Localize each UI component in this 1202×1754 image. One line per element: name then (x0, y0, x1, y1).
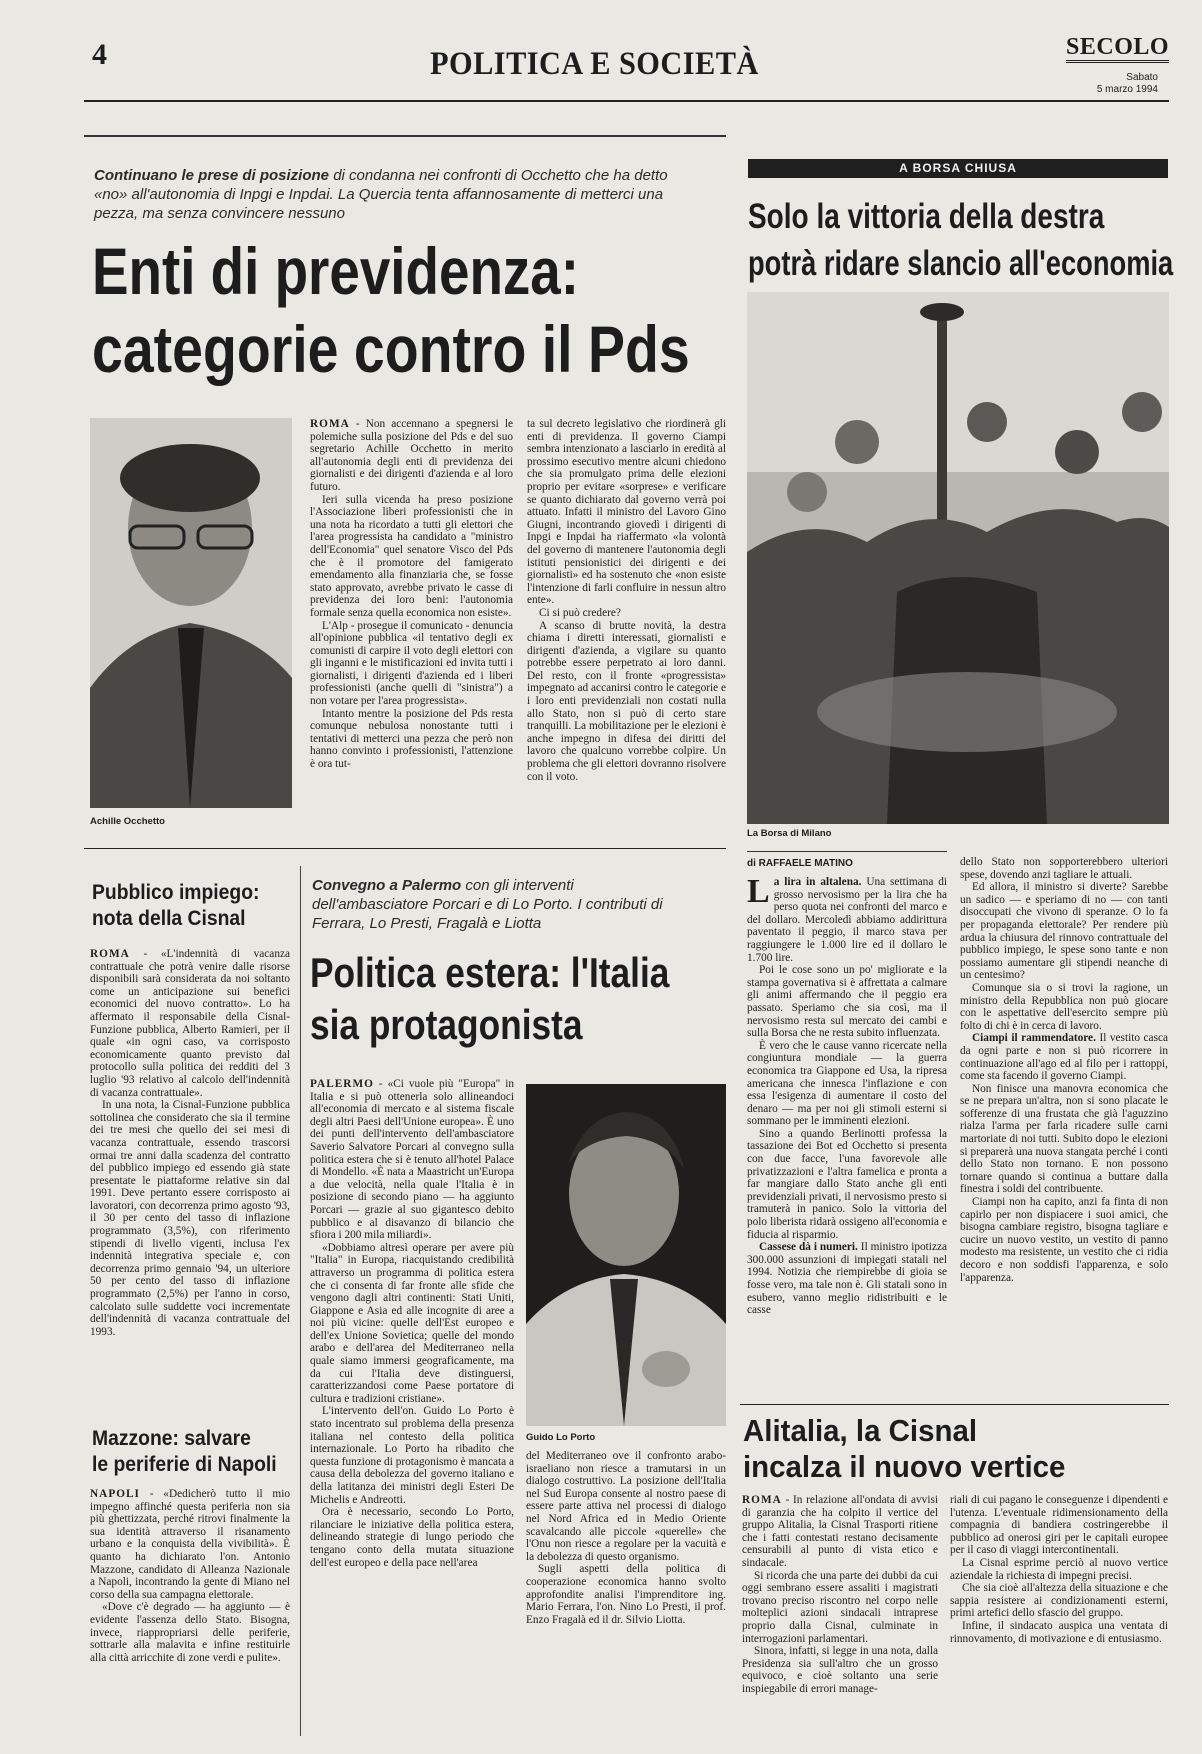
lead-kicker-bold: Continuano le prese di posizione (94, 167, 330, 184)
borsa-para: Ciampi il rammendatore. Il vestito casca da ogni parte e non si può ricorrere in continuazione all'ago ed al filo per i rattoppi, come sta facendo il governo Ciampi. (960, 1032, 1168, 1083)
masthead-rule (84, 100, 1169, 102)
lead-headline-1: Enti di previdenza: (92, 234, 580, 308)
loporto-caption: Guido Lo Porto (526, 1432, 596, 1443)
borsa-headline-2: potrà ridare slancio all'economia (748, 244, 1174, 283)
estera-kicker-text: con gli interventi dell'ambasciatore Porcari e di Lo Porto. I contributi di Ferrara, Lo Presti, Fragalà e Liotta (312, 877, 663, 932)
lead-para: ta sul decreto legislativo che riordinerà gli enti di previdenza. Il governo Ciampi sembra intenzionato a lasciarlo in eredità al prossimo esecutivo mentre alcuni chiedono che sia promulgato prima delle elezioni proprio per evitare «sorprese» e verificare se quanto dichiarato dal governo verrà poi attuato. Infatti il ministro del Lavoro Gino Giugni, incontrando giovedì i dirigenti di Inpgi e Inpdai ha riaffermato «la volontà del governo di mantenere l'autonomia degli istituti pensionistici dei dirigenti e dei giornalisti» ed ha sostenuto che «non esiste l'intenzione di farli confluire in nessun altro ente». (527, 418, 726, 607)
borsa-byline-rule (747, 851, 947, 852)
borsa-photo (747, 292, 1169, 824)
lead-para: L'Alp - prosegue il comunicato - denuncia all'opinione pubblica «il tentativo degli ex comunisti di carpire il voto degli elettori con gli inganni e le mistificazioni ed invita tutti i giornalisti, i dirigenti d'azienda ed i liberi professionisti (anche quelli di "sinistra") a non votare per l'area progressista». (310, 619, 513, 708)
estera-para: del Mediterraneo ove il confronto arabo-israeliano non riesce a tramutarsi in un dialogo costruttivo. La posizione dell'Italia nel Sud Europa consente al nostro paese di essere parte attiva nel processi di dialogo nel Nord Africa ed in Medio Oriente scavalcando alle piccole «querelle» che l'Onu non riesce a regolare per la vacuità e la debolezza di questo organismo. (526, 1450, 726, 1563)
trading-floor-illustration (747, 292, 1169, 824)
estera-kicker (312, 876, 692, 933)
loporto-photo (526, 1084, 726, 1426)
cisnal-para: In una nota, la Cisnal-Funzione pubblica sottolinea che considerato che sia il termine dei tre mesi che quello dei sei mesi di vacanza contrattuale, essendo trascorsi ormai tre anni dalla scadenza del contratto del pubblico impiego ed essendo già state presentate le piattaforme relative sin dal 1991. Deve pertanto essere corrisposto ai lavoratori, con decorrenza primo agosto '93, il 30 per cento del tasso di inflazione programmato (3,5%), con riferimento stipendi di livello vigenti, inclusa l'ex indennità integrativa speciale e, con decorrenza primo gennaio '94, un ulteriore 50 per cento del tasso di inflazione programmato (2,5%) per l'anno in corso, calcolato sulle suddette voci incrementate dell'indennità di vacanza contrattuale del 1993. (90, 1099, 290, 1338)
masthead-day: Sabato (1126, 72, 1158, 83)
section-title: POLITICA E SOCIETÀ (430, 46, 759, 82)
portrait-illustration (90, 418, 292, 808)
borsa-lead-bold: a lira in altalena. (773, 876, 862, 888)
alitalia-dateline: ROMA (742, 1494, 782, 1506)
portrait-illustration (526, 1084, 726, 1426)
alitalia-para: Che sia cioè all'altezza della situazione e che sappia resistere ai condizionamenti esterni, primi artefici dello sfascio del gruppo. (950, 1582, 1168, 1620)
estera-headline-1: Politica estera: l'Italia (310, 949, 670, 996)
borsa-drop-cap: L (747, 876, 770, 910)
masthead-date: 5 marzo 1994 (1096, 84, 1158, 95)
estera-kicker-bold: Convegno a Palermo (312, 877, 462, 894)
alitalia-para: Infine, il sindacato auspica una ventata di rinnovamento, di motivazione e di entusiasmo. (950, 1619, 1168, 1645)
lead-col-2 (527, 418, 726, 828)
borsa-subhead: Ciampi il rammendatore. (972, 1032, 1096, 1045)
alitalia-para: Si ricorda che una parte dei dubbi da cui oggi sembrano essere assaliti i magistrati trovano preciso riscontro nel corpo nelle molteplici azioni sindacali intraprese proprio dalla Cisnal, culminate in interrogazioni parlamentari. (742, 1569, 938, 1645)
napoli-para: «Dove c'è degrado — ha aggiunto — è evidente l'assenza dello Stato. Bisogna, invece, riappropriarsi delle periferie, sottrarle alla malavita e infine restituirle alla città arricchite di zone verdi e pulite». (90, 1601, 290, 1664)
napoli-headline-2: le periferie di Napoli (92, 1453, 277, 1476)
lead-kicker-text: di condanna nei confronti di Occhetto che ha detto «no» all'autonomia di Inpgi e Inpdai. La Quercia tenta affannosamente di metterci una pezza, ma senza convincere nessuno (94, 167, 668, 222)
alitalia-headline-1: Alitalia, la Cisnal (743, 1413, 978, 1448)
estera-para: L'intervento dell'on. Guido Lo Porto è stato incentrato sul problema della presenza italiana nel contesto della politica internazionale. Lo Porto ha ribadito che questa funzione di protagonismo è mancata a causa della debolezza del governo italiano e della latitanza dei ministri degli Esteri De Michelis e Andreotti. (310, 1405, 514, 1506)
borsa-bar (748, 159, 1168, 178)
napoli-body (90, 1488, 290, 1726)
left-column-rule (300, 866, 301, 1736)
borsa-caption: La Borsa di Milano (747, 828, 832, 839)
napoli-para: NAPOLI - «Dedicherò tutto il mio impegno affinché questa periferia non sia più ghettizzata, perché ritrovi finalmente la sua identità attraverso il risanamento urbano e la conquista della vivibilità». È quanto ha dichiarato l'on. Antonio Mazzone, candidato di Alleanza Nazionale a Napoli, incontrando la gente di Miano nel corso della sua campagna elettorale. (90, 1488, 290, 1601)
alitalia-col-2 (950, 1494, 1168, 1738)
borsa-headline-1: Solo la vittoria della destra (748, 197, 1105, 236)
occhetto-caption: Achille Occhetto (90, 816, 165, 827)
lead-bottom-rule (84, 848, 726, 849)
estera-para: «Dobbiamo altresì operare per avere più "Italia" in Europa, riacquistando credibilità attraverso un programma di politica estera che ci consenta di far fronte alle sfide che vengono dagli altri continenti: Stati Uniti, Giappone e Asia ed alle incognite di aree a noi più vicine: quelle dell'Est europeo e dell'ex Unione Sovietica; quelle del mondo arabo e dell'area del Mediterraneo nella quale siamo immersi geograficamente, ma da cui l'Italia deve distinguersi, caratterizzandosi come Paese portatore di cultura e tradizioni cristiane». (310, 1241, 514, 1405)
alitalia-para: riali di cui pagano le conseguenze i dipendenti e l'utenza. L'eventuale ridimensionamento della compagnia di bandiera costringerebbe il pubblico ad onerosi giri per le capitali europee per il caso di viaggi intercontinentali. (950, 1494, 1168, 1557)
borsa-para: Cassese dà i numeri. Il ministro ipotizza 300.000 assunzioni di impiegati statali nel 1994. Notizia che riempirebbe di gioia se fosse vero, ma tale non è. Gli statali sono in esubero, vanno meglio ridistribuiti e le casse (747, 1241, 947, 1317)
borsa-para: Comunque sia o si trovi la ragione, un ministro della Repubblica non può giocare con le aspettative dell'esercito sempre più folto di chi è in cerca di lavoro. (960, 981, 1168, 1032)
borsa-byline: di RAFFAELE MATINO (747, 858, 853, 869)
lead-headline-2: categorie contro il Pds (92, 312, 690, 386)
masthead-logo: SECOLO (1066, 34, 1169, 63)
napoli-dateline: NAPOLI (90, 1488, 140, 1500)
cisnal-body (90, 948, 290, 1403)
estera-para: Sugli aspetti della politica di cooperazione economica hanno svolto approfondite analisi l'imprenditore ing. Mario Ferrara, l'on. Nino Lo Presti, il prof. Enzo Fragalà ed il dr. Silvio Liotta. (526, 1563, 726, 1626)
estera-col-1 (310, 1078, 514, 1738)
cisnal-headline-2: nota della Cisnal (92, 907, 246, 930)
borsa-para: È vero che le cause vanno ricercate nella congiuntura mondiale — la guerra economica tra Giappone ed Usa, la ripresa americana che innesca l'inflazione e con essa l'esigenza di aumentare il costo del denaro — ma per noi gli stimoli esterni si sommano per le imminenti elezioni. (747, 1039, 947, 1128)
borsa-para: dello Stato non sopporterebbero ulteriori spese, dovendo anzi tagliare le attuali. (960, 856, 1168, 881)
lead-top-rule (84, 135, 726, 137)
cisnal-headline-1: Pubblico impiego: (92, 881, 260, 904)
napoli-headline-1: Mazzone: salvare (92, 1427, 251, 1450)
estera-para: Ora è necessario, secondo Lo Porto, rilanciare le iniziative della politica estera, delineando strategie di lungo periodo che tengano conto della mutata situazione dell'est europeo e della pace nell'area (310, 1506, 514, 1569)
borsa-col-1 (747, 876, 947, 1396)
lead-para: Intanto mentre la posizione del Pds resta comunque nebulosa nonostante tutti i tentativi di metterci una pezza che però non hanno convinto i professionisti, l'attenzione è ora tut- (310, 707, 513, 771)
cisnal-para: ROMA - «L'indennità di vacanza contrattuale che potrà venire dalle risorse disponibili sarà considerata da noi soltanto come un anticipazione sui benefici economici del nuovo contratto». Lo ha affermato il responsabile della Cisnal-Funzione pubblica, Alberto Ramieri, per il quale «in ogni caso, va corrisposto economicamente quanto previsto dal protocollo sulla politica dei redditi del 3 luglio '93 relativo al calcolo dell'indennità di vacanza contrattuale». (90, 948, 290, 1099)
lead-dateline: ROMA (310, 418, 350, 430)
estera-para: PALERMO - «Ci vuole più "Europa" in Italia e si può ottenerla solo allineandoci all'economia di mercato e al sistema fiscale degli altri Paesi dell'Unione europea». È uno dei punti dell'intervento dell'ambasciatore Saverio Salvatore Porcari al convegno sulla politica estera che si è tenuto all'hotel Palace di Mondello. «È nata a Maastricht un'Europa a due velocità, nella quale l'Italia è in posizione di secondo piano — ha aggiunto Porcari — grazie al suo gigantesco debito pubblico e al disavanzo di bilancio che sfiora i 200 mila miliardi». (310, 1078, 514, 1242)
alitalia-para: ROMA - In relazione all'ondata di avvisi di garanzia che ha colpito il vertice del gruppo Alitalia, la Cisnal Trasporti ritiene che i fatti contestati restano decisamente censurabili al punto di vista etico e sindacale. (742, 1494, 938, 1569)
estera-col-2 (526, 1450, 726, 1740)
alitalia-headline-2: incalza il nuovo vertice (743, 1449, 1066, 1484)
lead-kicker (94, 166, 694, 223)
borsa-para: Non finisce una manovra economica che se ne prepara un'altra, non si sono placate le sofferenze di una frustata che già l'aguzzino rialza l'arma per farla ricadere sulle carni martoriate di noi tutti. Subito dopo le elezioni si preparerà una nuova stangata perché i conti dello Stato non tornano. E non possono tornare quando si continua a buttare dalla finestra i soldi del contribuente. (960, 1082, 1168, 1196)
page-number: 4 (92, 38, 107, 71)
lead-para: Ci si può credere? (539, 606, 621, 619)
lead-para: A scanso di brutte novità, la destra chiama i diretti interessati, giornalisti e dirigenti d'azienda, a vigilare su quanto potrebbe essere perpetrato ai loro danni. Del resto, con il fronte «progressista» impegnato ad accanirsi contro le categorie e i loro enti previdenziali non costati nulla allo Stato, non si può di certo stare tranquilli. La mobilitazione per le elezioni è anche impegno in difesa dei diritti del lavoro che qualcuno vorrebbe colpire. Un problema che gli elettori dovranno risolvere con il voto. (527, 619, 726, 783)
cisnal-dateline: ROMA (90, 948, 130, 960)
borsa-bar-label: A BORSA CHIUSA (899, 161, 1017, 175)
occhetto-photo (90, 418, 292, 808)
alitalia-col-1 (742, 1494, 938, 1738)
borsa-para: Ciampi non ha capito, anzi fa finta di non capirlo per non dispiacere i suoi amici, che bisogna cambiare registro, bisogna tagliare e cucire un nuovo vestito, un vestito di panno modesto ma resistente, un vestito che ci ridia decoro e non soddisfi l'apparenza, e solo l'apparenza. (960, 1196, 1168, 1284)
alitalia-para: La Cisnal esprime perciò al nuovo vertice aziendale la richiesta di impegni precisi. (950, 1556, 1168, 1582)
borsa-col-2 (960, 856, 1168, 1396)
alitalia-top-rule (740, 1404, 1169, 1405)
lead-para: Ieri sulla vicenda ha preso posizione l'Associazione liberi professionisti che in una nota ha ricordato a tutti gli elettori che l'area progressista ha candidato a "ministro dell'Economia" quel senatore Visco del Pds che è il promotore del famigerato emendamento alla finanziaria che, se fosse stato approvato, avrebbe privato le casse di previdenza dei loro beni: l'autonomia formale senza quella economica non esiste». (310, 493, 513, 619)
estera-headline-2: sia protagonista (310, 1001, 583, 1048)
borsa-para: Poi le cose sono un po' migliorate e la stampa governativa si è affrettata a calmare gli animi affermando che il peggio era passato. Speriamo che sia così, ma il nervosismo resta sul mercato dei cambi e sulla Borsa che ne resta subito influenzata. (747, 964, 947, 1040)
alitalia-para: Sinora, infatti, si legge in una nota, dalla Presidenza sia sull'altro che un grosso equivoco, e cioè soltanto una serie inspiegabile di errori manage- (742, 1645, 938, 1695)
estera-dateline: PALERMO (310, 1078, 374, 1090)
borsa-para: La lira in altalena. Una settimana di grosso nervosismo per la lira che ha perso quota nei confronti del marco e del dollaro. Mercoledì abbiamo addirittura paventato il peggio, il marco stava per raggiungere le 1.000 lire ed il dollaro le 1.700 lire. (747, 876, 947, 964)
borsa-para: Ed allora, il ministro si diverte? Sarebbe un sadico — e speriamo di no — con tanti disoccupati che vivono di speranze. O lo fa per propaganda elettorale? Per rendere più ardua la chiusura del rinnovo contrattuale del pubblico impiego, le spese sono tante e non possiamo aumentare gli stipendi neanche di un centesimo? (960, 881, 1168, 982)
borsa-para: Sino a quando Berlinotti professa la tassazione dei Bot ed Occhetto si presenta con due facce, l'una favorevole alle privatizzazioni e l'altra famelica e pronta a far mangiare dallo Stato anche gli enti previdenziali privati, il nervosismo presto si tramuterà in panico. Solo la vittoria del polo liberista ridarà ossigeno all'economia e fiducia al risparmio. (747, 1127, 947, 1241)
lead-para: ROMA - Non accennano a spegnersi le polemiche sulla posizione del Pds e del suo segretario Achille Occhetto in merito all'autonomia degli enti di previdenza dei giornalisti e dei dirigenti d'azienda e al loro futuro. (310, 418, 513, 493)
borsa-subhead: Cassese dà i numeri. (759, 1241, 858, 1254)
lead-col-1 (310, 418, 513, 828)
